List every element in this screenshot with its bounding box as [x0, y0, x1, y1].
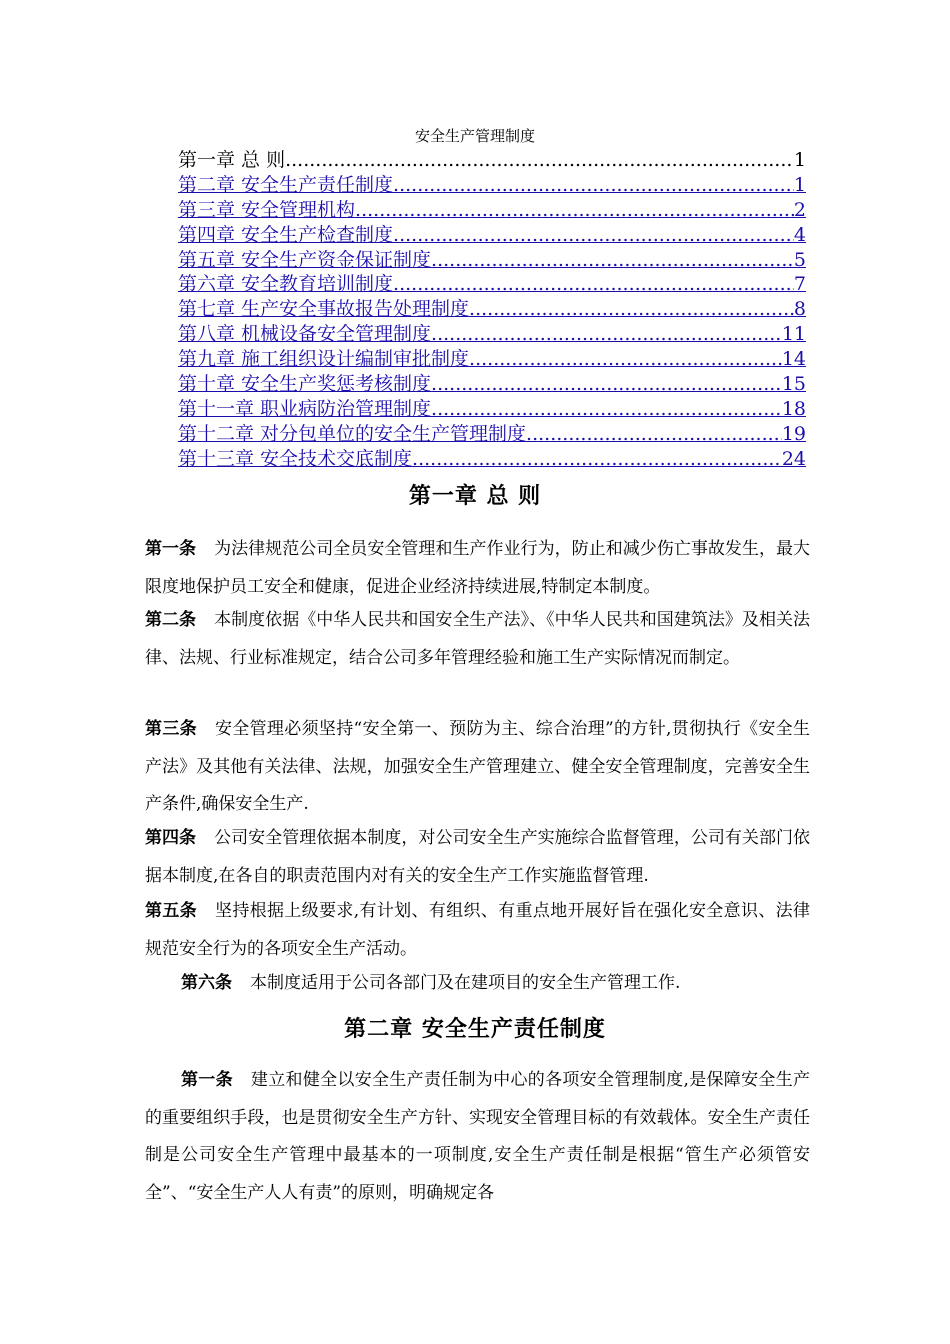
article-text: 本制度适用于公司各部门及在建项目的安全生产管理工作. — [250, 973, 681, 993]
toc-entry-page: 1 — [793, 149, 806, 171]
toc-entry-title: 第八章 机械设备安全管理制度 — [178, 323, 432, 346]
toc-entry-page: 15 — [781, 373, 806, 396]
toc-entry-title: 第十三章 安全技术交底制度 — [178, 447, 413, 470]
toc-entry-page: 24 — [781, 447, 806, 470]
toc-entry-title: 第十二章 对分包单位的安全生产管理制度 — [178, 422, 527, 445]
toc-entry-page: 1 — [793, 173, 806, 196]
toc-entry-page: 19 — [781, 422, 806, 445]
toc-entry-page: 18 — [781, 397, 806, 420]
toc-entry[interactable] — [178, 372, 806, 397]
article-label: 第五条 — [145, 901, 198, 921]
toc-leader-dots — [412, 447, 782, 472]
toc-entry-page: 2 — [793, 198, 806, 221]
toc-entry-page: 7 — [793, 273, 806, 296]
toc-entry-title: 第五章 安全生产资金保证制度 — [178, 248, 432, 271]
article-label: 第四条 — [145, 828, 197, 848]
chapter-1-article-4 — [145, 820, 810, 895]
toc-entry-title: 第十章 安全生产奖惩考核制度 — [178, 373, 432, 396]
toc-leader-dots — [431, 248, 794, 273]
toc-entry-title: 第九章 施工组织设计编制审批制度 — [178, 348, 470, 371]
article-text: 坚持根据上级要求,有计划、有组织、有重点地开展好旨在强化安全意识、法律规范安全行为的各项安全生产活动。 — [145, 901, 811, 959]
article-label: 第一条 — [145, 539, 197, 559]
toc-entry-title: 第一章 总 则 — [178, 149, 286, 171]
toc-entry[interactable] — [178, 422, 806, 447]
toc-leader-dots — [393, 223, 794, 248]
chapter-1-article-5 — [145, 893, 810, 968]
toc-entry[interactable] — [178, 347, 806, 372]
toc-entry-page: 11 — [781, 323, 806, 346]
toc-leader-dots — [526, 422, 782, 447]
article-text: 公司安全管理依据本制度，对公司安全生产实施综合监督管理，公司有关部门依据本制度,在各自的职责范围内对有关的安全生产工作实施监督管理. — [145, 828, 811, 886]
toc-entry[interactable] — [178, 198, 806, 223]
toc-entry[interactable] — [178, 297, 806, 322]
chapter-1-article-1 — [145, 531, 810, 606]
toc-entry-title: 第七章 生产安全事故报告处理制度 — [178, 298, 470, 321]
toc-entry[interactable] — [178, 322, 806, 347]
article-label: 第三条 — [145, 719, 197, 739]
chapter-1-article-6 — [145, 965, 810, 1003]
toc-entry[interactable] — [178, 223, 806, 248]
article-text: 本制度依据《中华人民共和国安全生产法》、《中华人民共和国建筑法》及相关法律、法规、行业标准规定，结合公司多年管理经验和施工生产实际情况而制定。 — [145, 610, 811, 668]
toc-entry — [178, 148, 806, 173]
chapter-2-article-1 — [145, 1062, 810, 1212]
toc-leader-dots — [469, 347, 782, 372]
chapter-1-article-3 — [145, 711, 810, 824]
toc-entry-title: 第六章 安全教育培训制度 — [178, 273, 394, 296]
chapter-2-heading: 第二章 安全生产责任制度 — [344, 1017, 606, 1042]
toc-entry-title: 第三章 安全管理机构 — [178, 198, 356, 221]
toc-leader-dots — [469, 297, 794, 322]
chapter-1-heading: 第一章 总 则 — [408, 484, 542, 509]
chapter-1-article-2 — [145, 602, 810, 677]
article-label: 第一条 — [181, 1070, 233, 1090]
article-label: 第二条 — [145, 610, 197, 630]
article-text: 安全管理必须坚持“安全第一、预防为主、综合治理”的方针,贯彻执行《安全生产法》及其他有关法律、法规，加强安全生产管理建立、健全安全管理制度，完善安全生产条件,确保安全生产. — [145, 719, 810, 815]
toc-entry-page: 4 — [793, 223, 806, 246]
toc-entry-title: 第二章 安全生产责任制度 — [178, 173, 394, 196]
toc-entry[interactable] — [178, 447, 806, 472]
toc-leader-dots — [431, 322, 782, 347]
toc-leader-dots — [431, 372, 782, 397]
document-title: 安全生产管理制度 — [414, 127, 535, 145]
toc-entry[interactable] — [178, 173, 806, 198]
table-of-contents — [178, 148, 806, 472]
toc-leader-dots — [393, 173, 794, 198]
toc-entry-page: 5 — [793, 248, 806, 271]
article-text: 建立和健全以安全生产责任制为中心的各项安全管理制度,是保障安全生产的重要组织手段，也是贯彻安全生产方针、实现安全管理目标的有效载体。安全生产责任制是公司安全生产管理中最基本的一项制度,安全生产责任制是根据“管生产必须管安全”、“安全生产人人有责”的原则，明确规定各 — [145, 1070, 811, 1203]
toc-entry[interactable] — [178, 248, 806, 273]
article-label: 第六条 — [181, 973, 232, 993]
toc-entry-title: 第十一章 职业病防治管理制度 — [178, 397, 432, 420]
toc-leader-dots — [393, 272, 794, 297]
toc-entry[interactable] — [178, 272, 806, 297]
toc-leader-dots — [285, 148, 794, 173]
toc-leader-dots — [355, 198, 794, 223]
toc-entry[interactable] — [178, 397, 806, 422]
toc-entry-title: 第四章 安全生产检查制度 — [178, 223, 394, 246]
toc-entry-page: 8 — [793, 298, 806, 321]
toc-leader-dots — [431, 397, 782, 422]
toc-entry-page: 14 — [781, 348, 806, 371]
article-text: 为法律规范公司全员安全管理和生产作业行为，防止和减少伤亡事故发生，最大限度地保护员工安全和健康，促进企业经济持续进展,特制定本制度。 — [145, 539, 811, 597]
